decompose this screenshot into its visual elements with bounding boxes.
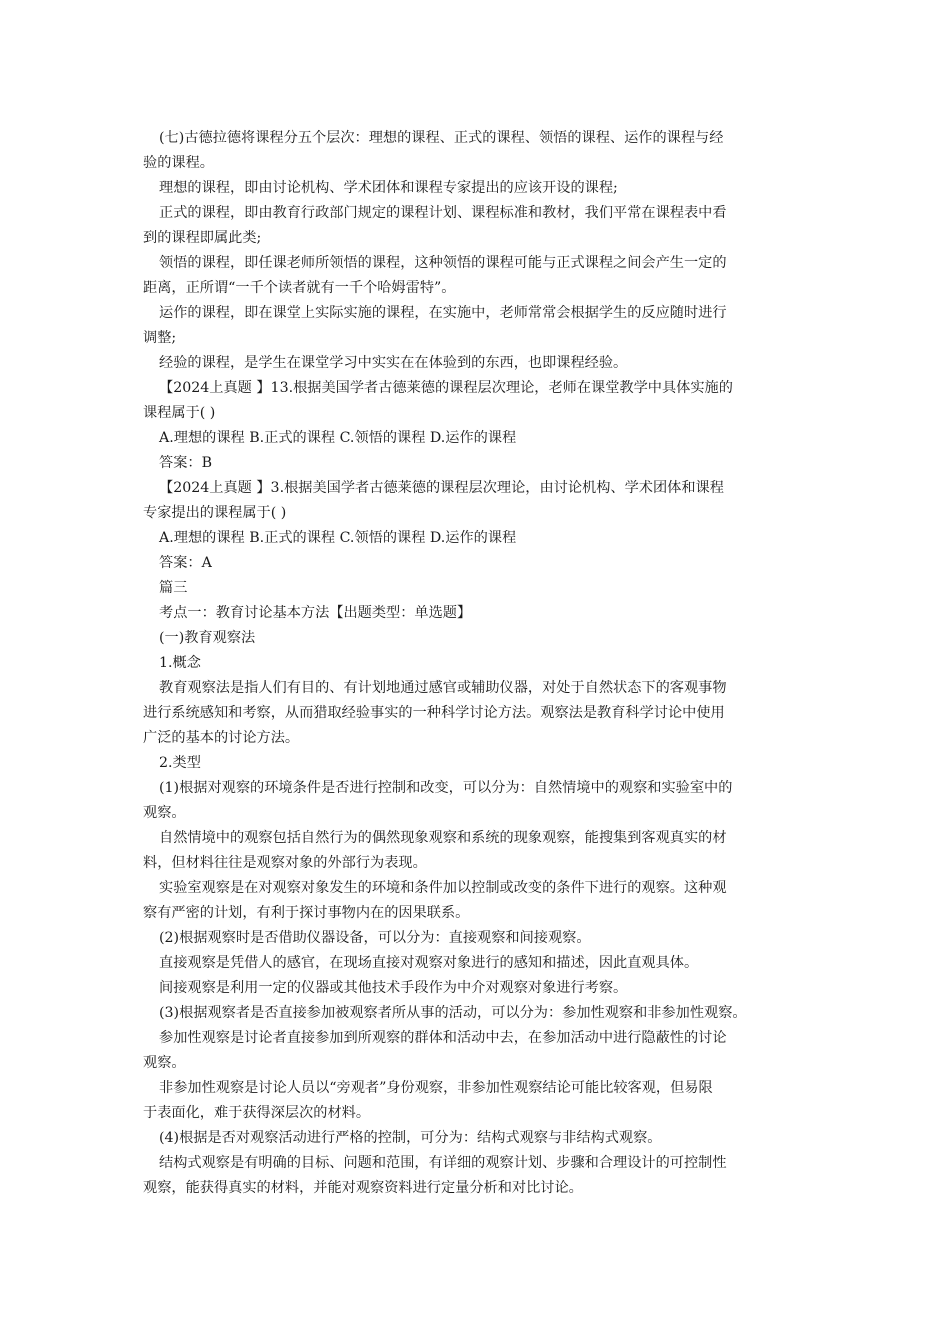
text-line: 调整; — [143, 330, 177, 346]
text-line: 料，但材料往往是观察对象的外部行为表现。 — [143, 855, 427, 871]
text-line: 察有严密的计划，有利于探讨事物内在的因果联系。 — [143, 905, 470, 921]
text-line: 广泛的基本的讨论方法。 — [143, 730, 300, 746]
text-line: 于表面化，难于获得深层次的材料。 — [143, 1105, 371, 1121]
text-line: (一)教育观察法 — [159, 630, 256, 646]
text-line: 专家提出的课程属于( ) — [143, 505, 287, 521]
text-line: A.理想的课程 B.正式的课程 C.领悟的课程 D.运作的课程 — [159, 430, 517, 446]
text-line: (4)根据是否对观察活动进行严格的控制，可分为：结构式观察与非结构式观察。 — [159, 1130, 662, 1146]
text-line: 实验室观察是在对观察对象发生的环境和条件加以控制或改变的条件下进行的观察。这种观 — [159, 880, 727, 896]
text-line: 参加性观察是讨论者直接参加到所观察的群体和活动中去，在参加活动中进行隐蔽性的讨论 — [159, 1030, 727, 1046]
text-line: 理想的课程，即由讨论机构、学术团体和课程专家提出的应该开设的课程; — [159, 180, 618, 196]
text-line: 运作的课程，即在课堂上实际实施的课程，在实施中，老师常常会根据学生的反应随时进行 — [159, 305, 727, 321]
text-line: 篇三 — [159, 580, 188, 596]
text-line: (1)根据对观察的环境条件是否进行控制和改变，可以分为：自然情境中的观察和实验室中的 — [159, 780, 733, 796]
text-line: (3)根据观察者是否直接参加被观察者所从事的活动，可以分为：参加性观察和非参加性观察。 — [159, 1005, 747, 1021]
text-line: 领悟的课程，即任课老师所领悟的课程，这种领悟的课程可能与正式课程之间会产生一定的 — [159, 255, 727, 271]
text-line: 结构式观察是有明确的目标、问题和范围，有详细的观察计划、步骤和合理设计的可控制性 — [159, 1155, 727, 1171]
text-line: 到的课程即属此类; — [143, 230, 262, 246]
text-line: 【2024上真题 】13.根据美国学者古德莱德的课程层次理论，老师在课堂教学中具体实施的 — [159, 380, 733, 396]
text-line: 进行系统感知和考察，从而猎取经验事实的一种科学讨论方法。观察法是教育科学讨论中使用 — [143, 705, 725, 721]
text-line: (七)古德拉德将课程分五个层次：理想的课程、正式的课程、领悟的课程、运作的课程与经 — [159, 130, 724, 146]
text-line: 观察。 — [143, 1055, 186, 1071]
text-line: (2)根据观察时是否借助仪器设备，可以分为：直接观察和间接观察。 — [159, 930, 591, 946]
text-line: 验的课程。 — [143, 155, 214, 171]
text-line: 非参加性观察是讨论人员以“旁观者”身份观察，非参加性观察结论可能比较客观，但易限 — [159, 1080, 713, 1096]
text-line: 课程属于( ) — [143, 405, 216, 421]
text-line: 答案：A — [159, 555, 212, 571]
text-line: A.理想的课程 B.正式的课程 C.领悟的课程 D.运作的课程 — [159, 530, 517, 546]
text-line: 观察。 — [143, 805, 186, 821]
text-line: 【2024上真题 】3.根据美国学者古德莱德的课程层次理论，由讨论机构、学术团体和课程 — [159, 480, 724, 496]
text-line: 经验的课程，是学生在课堂学习中实实在在体验到的东西，也即课程经验。 — [159, 355, 628, 371]
text-line: 正式的课程，即由教育行政部门规定的课程计划、课程标准和教材，我们平常在课程表中看 — [159, 205, 727, 221]
text-line: 1.概念 — [159, 655, 201, 671]
text-line: 教育观察法是指人们有目的、有计划地通过感官或辅助仪器，对处于自然状态下的客观事物 — [159, 680, 727, 696]
text-line: 距离，正所谓“一千个读者就有一千个哈姆雷特”。 — [143, 280, 456, 296]
text-line: 答案：B — [159, 455, 212, 471]
document-page — [143, 126, 813, 1201]
text-line: 间接观察是利用一定的仪器或其他技术手段作为中介对观察对象进行考察。 — [159, 980, 628, 996]
text-line: 自然情境中的观察包括自然行为的偶然现象观察和系统的现象观察，能搜集到客观真实的材 — [159, 830, 727, 846]
text-line: 观察，能获得真实的材料，并能对观察资料进行定量分析和对比讨论。 — [143, 1180, 583, 1196]
text-line: 考点一：教育讨论基本方法【出题类型：单选题】 — [159, 605, 472, 621]
text-line: 直接观察是凭借人的感官，在现场直接对观察对象进行的感知和描述，因此直观具体。 — [159, 955, 699, 971]
text-line: 2.类型 — [159, 755, 201, 771]
